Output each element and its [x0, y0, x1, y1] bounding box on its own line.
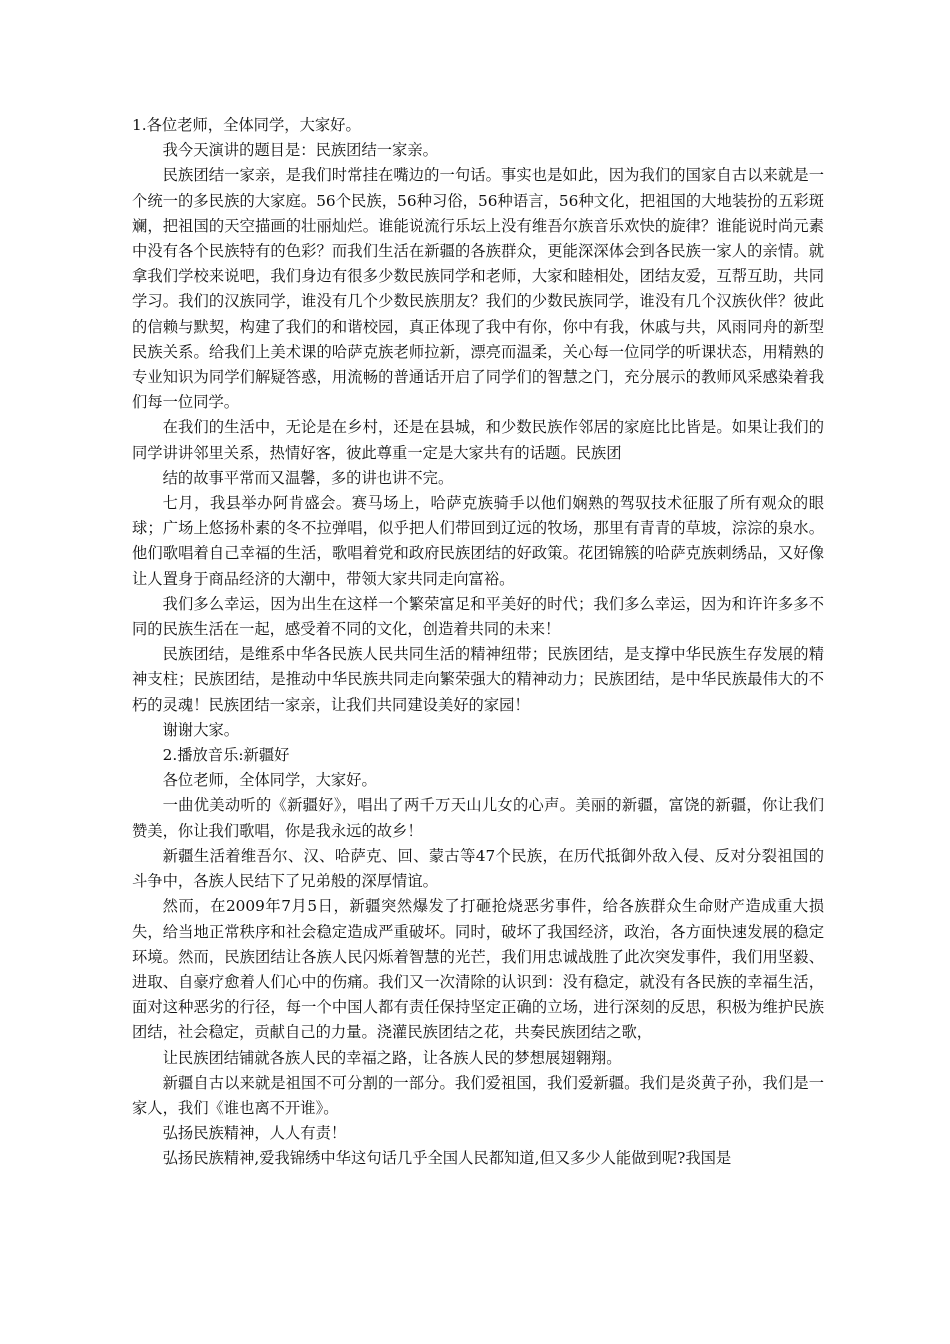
paragraph: 我今天演讲的题目是：民族团结一家亲。: [162, 141, 438, 160]
paragraph: 我们多么幸运，因为出生在这样一个繁荣富足和平美好的时代；我们多么幸运，因为和许许多多不同的民族生活在一起，感受着不同的文化，创造着共同的未来！: [132, 594, 824, 639]
paragraph: 民族团结，是维系中华各民族人民共同生活的精神纽带；民族团结，是支撑中华民族生存发展的精神支柱；民族团结，是推动中华民族共同走向繁荣强大的精神动力；民族团结，是中华民族最伟大的不朽的灵魂！民族团结一家亲，让我们共同建设美好的家园！: [132, 645, 824, 714]
paragraph: 新疆生活着维吾尔、汉、哈萨克、回、蒙古等47个民族，在历代抵御外敌入侵、反对分裂祖国的斗争中，各族人民结下了兄弟般的深厚情谊。: [132, 846, 824, 891]
paragraph: 谢谢大家。: [162, 720, 240, 739]
paragraph: 新疆自古以来就是祖国不可分割的一部分。我们爱祖国，我们爱新疆。我们是炎黄子孙，我们是一家人，我们《谁也离不开谁》。: [132, 1073, 824, 1117]
paragraph: 然而，在2009年7月5日，新疆突然爆发了打砸抢烧恶劣事件，给各族群众生命财产造成重大损失，给当地正常秩序和社会稳定造成严重破坏。同时，破坏了我国经济，政治，各方面快速发展的稳定环境。然而，民族团结让各族人民闪烁着智慧的光芒，我们用忠诚战胜了此次突发事件，我们用坚毅、进取、自豪疗愈着人们心中的伤痛。我们又一次清除的认识到：没有稳定，就没有各民族的幸福生活，面对这种恶劣的行径，每一个中国人都有责任保持坚定正确的立场，进行深刻的反思，积极为维护民族团结，社会稳定，贡献自己的力量。浇灌民族团结之花，共奏民族团结之歌，: [132, 897, 824, 1042]
paragraph: 一曲优美动听的《新疆好》，唱出了两千万天山儿女的心声。美丽的新疆，富饶的新疆，你让我们赞美，你让我们歌唱，你是我永远的故乡！: [132, 796, 824, 840]
paragraph: 结的故事平常而又温馨，多的讲也讲不完。: [162, 468, 454, 487]
paragraph: 七月，我县举办阿肯盛会。赛马场上，哈萨克族骑手以他们娴熟的驾驭技术征服了所有观众的眼球；广场上悠扬朴素的冬不拉弹唱，似乎把人们带回到辽远的牧场，那里有青青的草坡，淙淙的泉水。他们歌唱着自己幸福的生活，歌唱着党和政府民族团结的好政策。花团锦簇的哈萨克族刺绣品，又好像让人置身于商品经济的大潮中，带领大家共同走向富裕。: [132, 494, 824, 588]
paragraph: 民族团结一家亲，是我们时常挂在嘴边的一句话。事实也是如此，因为我们的国家自古以来就是一个统一的多民族的大家庭。56个民族，56种习俗，56种语言，56种文化，把祖国的大地装扮的五彩斑斓，把祖国的天空描画的壮丽灿烂。谁能说流行乐坛上没有维吾尔族音乐欢快的旋律？谁能说时尚元素中没有各个民族特有的色彩？而我们生活在新疆的各族群众，更能深深体会到各民族一家人的亲情。就拿我们学校来说吧，我们身边有很多少数民族同学和老师，大家和睦相处，团结友爱，互帮互助，共同学习。我们的汉族同学，谁没有几个少数民族朋友？我们的少数民族同学，谁没有几个汉族伙伴？彼此的信赖与默契，构建了我们的和谐校园，真正体现了我中有你，你中有我，休戚与共，风雨同舟的新型民族关系。给我们上美术课的哈萨克族老师拉新，漂亮而温柔，关心每一位同学的听课状态，用精熟的专业知识为同学们解疑答惑，用流畅的普通话开启了同学们的智慧之门，充分展示的教师风采感染着我们每一位同学。: [132, 166, 824, 412]
section-heading: 2.播放音乐:新疆好: [162, 746, 290, 765]
paragraph: 弘扬民族精神,爱我锦绣中华这句话几乎全国人民都知道,但又多少人能做到呢?我国是: [162, 1149, 732, 1168]
paragraph: 弘扬民族精神，人人有责！: [162, 1124, 347, 1143]
document-page: [132, 113, 824, 1172]
paragraph: 在我们的生活中，无论是在乡村，还是在县城，和少数民族作邻居的家庭比比皆是。如果让我们的同学讲讲邻里关系，热情好客，彼此尊重一定是大家共有的话题。民族团: [132, 418, 824, 462]
paragraph: 让民族团结铺就各族人民的幸福之路，让各族人民的梦想展翅翱翔。: [162, 1048, 622, 1067]
paragraph: 1.各位老师，全体同学，大家好。: [132, 116, 361, 134]
paragraph: 各位老师，全体同学，大家好。: [162, 771, 377, 790]
